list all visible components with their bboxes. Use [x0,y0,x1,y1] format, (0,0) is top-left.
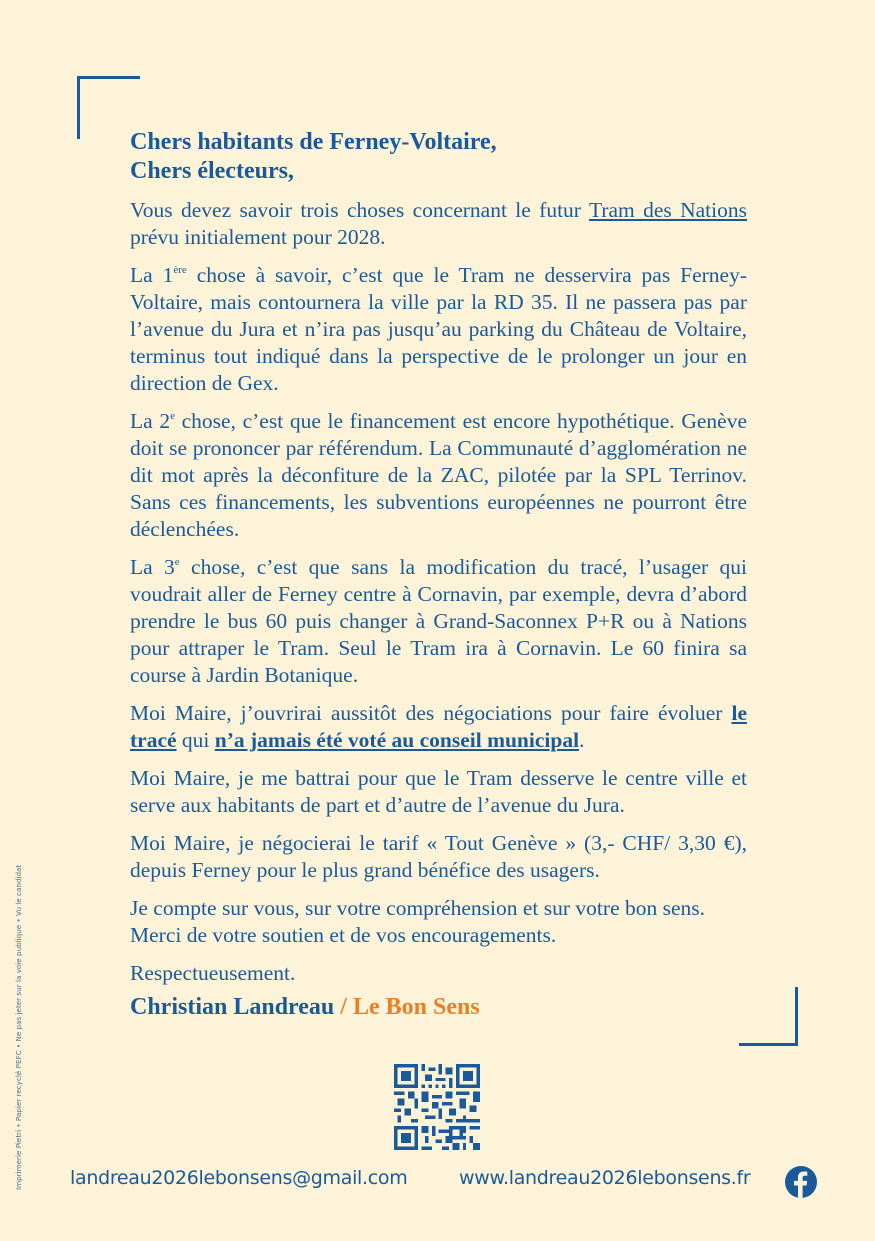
point-3-paragraph [130,554,747,689]
point-1-text: chose à savoir, c’est que le Tram ne desservira pas Ferney-Voltaire, mais contournera la ville par la RD 35. Il ne passera pas par l’avenue du Jura et n’ira pas jusqu’au parking du Château de Voltaire, terminus tout indiqué dans la perspective de le prolonger un jour en direction de Gex. [130,263,747,395]
closing-line: Respectueusement. [130,961,296,985]
signature-separator: / [334,994,353,1020]
point-3-ordinal: e [174,556,180,568]
point-1-prefix: La 1 [130,263,174,287]
point-1-paragraph [130,262,747,397]
point-1-ordinal: ère [173,264,187,276]
greeting-line-2: Chers électeurs, [130,158,294,184]
intro-text-end: prévu initialement pour 2028. [130,225,386,249]
pledge-1-paragraph [130,700,747,754]
point-2-paragraph [130,408,747,543]
point-3-prefix: La 3 [130,555,175,579]
point-2-text: chose, c’est que le financement est encore hypothétique. Genève doit se prononcer par référendum. La Communauté d’agglomération ne dit mot après la déconfiture de la ZAC, pilotée par la SPL Terrinov. Sans ces financements, les subventions européennes ne pourront être déclenchées. [130,409,747,541]
intro-paragraph [130,197,747,251]
pledge-3-paragraph: Moi Maire, je négocierai le tarif « Tout Genève » (3,- CHF/ 3,30 €), depuis Ferney pour le plus grand bénéfice des usagers. [130,831,747,882]
pledge-2-paragraph: Moi Maire, je me battrai pour que le Tram desserve le centre ville et serve aux habitants de part et d’autre de l’avenue du Jura. [130,766,747,817]
corner-bracket-bottom-right [739,987,798,1046]
point-2-prefix: La 2 [130,409,171,433]
signature [130,993,747,1022]
facebook-glyph [785,1166,817,1198]
pledge-1-middle: qui [176,728,215,752]
contact-email[interactable]: landreau2026lebonsens@gmail.com [70,1167,408,1189]
greeting [130,128,747,186]
pledge-1-emphasis-vote: n’a jamais été voté au conseil municipal [214,728,580,752]
signature-movement: Le Bon Sens [352,994,480,1020]
pledge-1-text: Moi Maire, j’ouvrirai aussitôt des négociations pour faire évoluer [130,701,732,725]
pledge-1-end: . [579,728,585,752]
signature-name: Christian Landreau [130,994,335,1020]
intro-text: Vous devez savoir trois choses concernant le futur [130,198,589,222]
letter-body [130,128,747,1022]
tram-des-nations-link[interactable]: Tram des Nations [588,198,747,222]
greeting-line-1: Chers habitants de Ferney-Voltaire, [130,129,497,155]
appeal-paragraph: Je compte sur vous, sur votre compréhension et sur votre bon sens. Merci de votre soutien et de vos encouragements. [130,896,706,947]
point-2-ordinal: e [170,410,175,422]
point-3-text: chose, c’est que sans la modification du tracé, l’usager qui voudrait aller de Ferney centre à Cornavin, par exemple, devra d’abord prendre le bus 60 puis changer à Grand-Saconnex P+R ou à Nations pour attraper le Tram. Seul le Tram ira à Cornavin. Le 60 finira sa course à Jardin Botanique. [130,555,747,687]
pledge-1-emphasis-trace: le tracé [130,701,747,752]
qr-code[interactable] [394,1064,480,1150]
website-link[interactable]: www.landreau2026lebonsens.fr [459,1167,751,1189]
facebook-icon[interactable] [785,1166,817,1198]
legal-side-note: Imprimerie Pietri • Papier recyclé PEFC • Ne pas jeter sur la voie publique • Vu le candidat [14,864,23,1190]
